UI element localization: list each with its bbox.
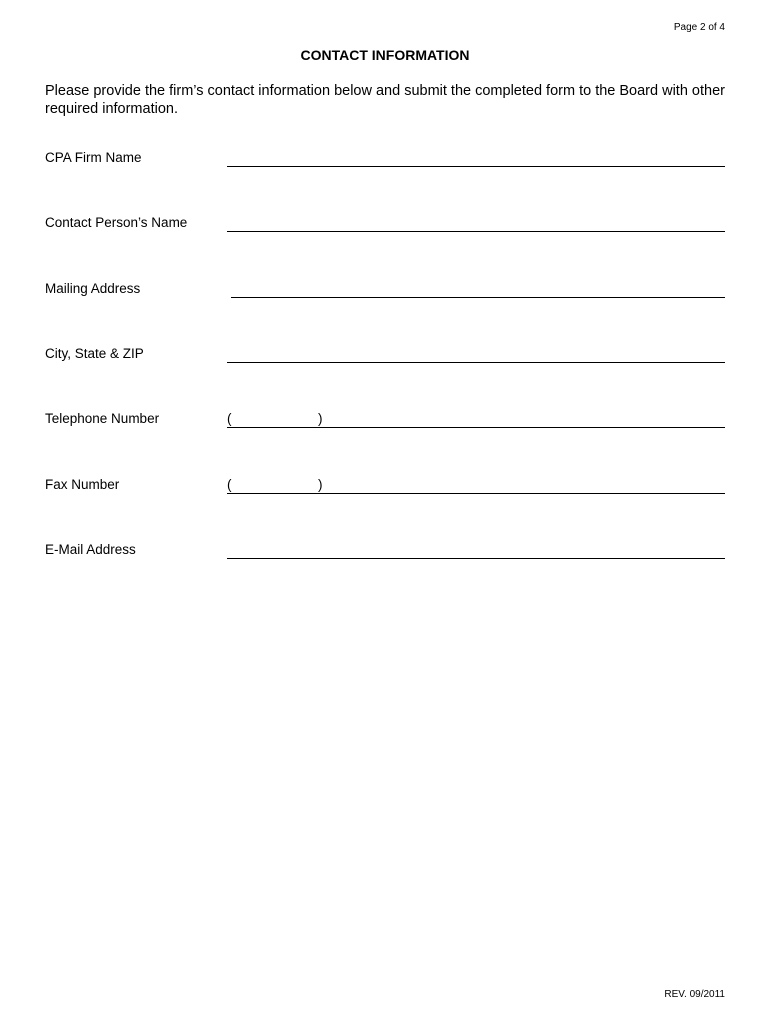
- telephone-field[interactable]: [227, 427, 725, 428]
- fax-label: Fax Number: [45, 477, 120, 492]
- city-state-zip-label: City, State & ZIP: [45, 346, 144, 361]
- fax-field[interactable]: [227, 493, 725, 494]
- mailing-address-row: [45, 281, 725, 303]
- mailing-address-label: Mailing Address: [45, 281, 141, 296]
- mailing-address-field[interactable]: [231, 297, 725, 298]
- intro-paragraph: Please provide the firm’s contact information below and submit the completed form to the Board with other required information.: [45, 83, 725, 117]
- telephone-area-code-close-paren: ): [318, 411, 323, 426]
- firm-name-row: [45, 150, 725, 172]
- fax-area-code-close-paren: ): [318, 477, 323, 492]
- city-state-zip-row: [45, 346, 725, 368]
- firm-name-label: CPA Firm Name: [45, 150, 142, 165]
- fax-row: [45, 477, 725, 499]
- city-state-zip-field[interactable]: [227, 362, 725, 363]
- page-title: CONTACT INFORMATION: [300, 47, 470, 63]
- contact-person-row: [45, 215, 725, 237]
- email-label: E-Mail Address: [45, 542, 136, 557]
- firm-name-field[interactable]: [227, 166, 725, 167]
- telephone-row: [45, 411, 725, 433]
- email-row: [45, 542, 725, 564]
- email-field[interactable]: [227, 558, 725, 559]
- page-number: Page 2 of 4: [673, 22, 725, 33]
- telephone-label: Telephone Number: [45, 411, 160, 426]
- contact-person-label: Contact Person’s Name: [45, 215, 188, 230]
- revision-date: REV. 09/2011: [664, 989, 725, 1000]
- fax-area-code-open-paren: (: [227, 477, 232, 492]
- contact-person-field[interactable]: [227, 231, 725, 232]
- telephone-area-code-open-paren: (: [227, 411, 232, 426]
